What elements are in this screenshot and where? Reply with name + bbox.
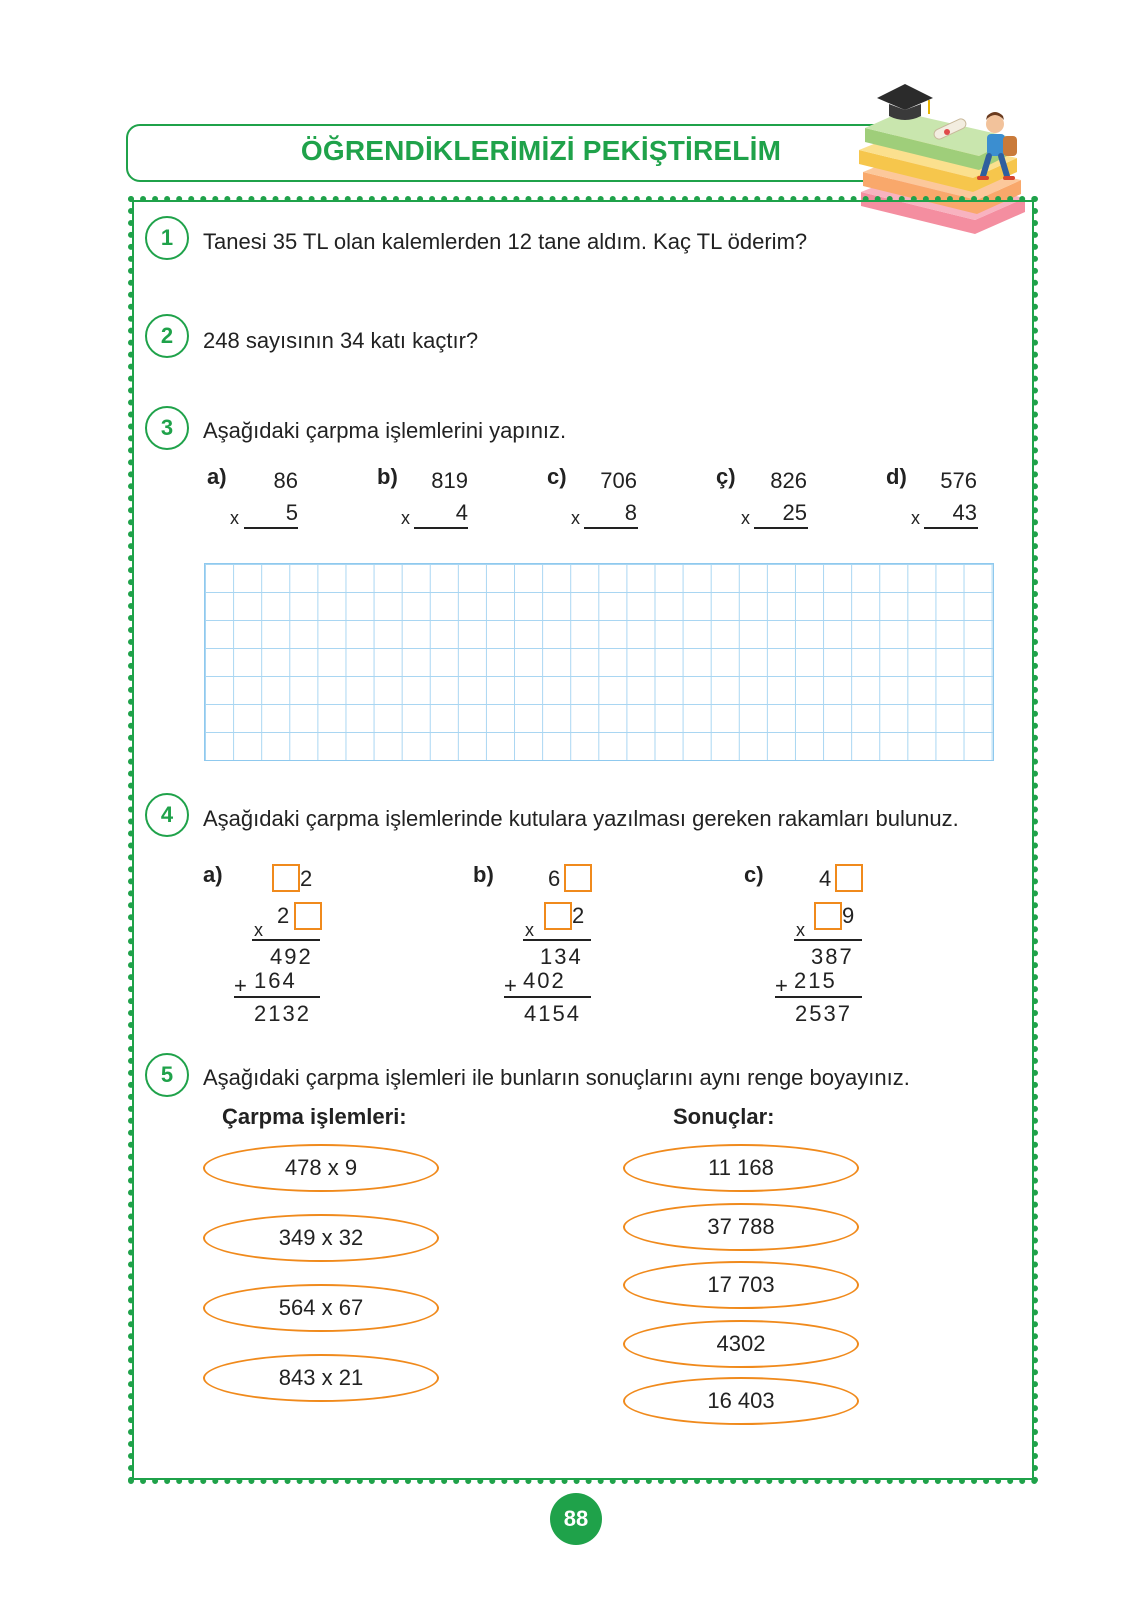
- operation-oval[interactable]: 564 x 67: [203, 1284, 439, 1332]
- operation-result: 2537: [795, 1001, 852, 1026]
- partial-product-2: 164: [254, 968, 297, 993]
- work-grid[interactable]: [204, 563, 994, 761]
- question-number-5: 5: [145, 1053, 189, 1097]
- answer-box[interactable]: [294, 902, 322, 930]
- operation-line: [924, 527, 978, 529]
- operation-top-number: 819: [431, 468, 468, 493]
- question-number-1: 1: [145, 216, 189, 260]
- operation-oval[interactable]: 843 x 21: [203, 1354, 439, 1402]
- operations-heading: Çarpma işlemleri:: [222, 1104, 407, 1129]
- known-digit: 2: [300, 866, 315, 891]
- answer-box[interactable]: [814, 902, 842, 930]
- plus-sign: +: [504, 973, 517, 998]
- multiply-sign: x: [796, 920, 805, 940]
- result-oval[interactable]: 11 168: [623, 1144, 859, 1192]
- multiply-sign: x: [571, 508, 580, 528]
- operation-label: c): [547, 464, 567, 489]
- operation-label: d): [886, 464, 907, 489]
- partial-product-1: 492: [270, 944, 313, 969]
- multiply-sign: x: [230, 508, 239, 528]
- operation-bottom-number: 5: [285, 500, 298, 525]
- operation-top-number: 86: [273, 468, 298, 493]
- answer-box[interactable]: [272, 864, 300, 892]
- graduation-cap-icon: [877, 84, 933, 120]
- answer-box[interactable]: [564, 864, 592, 892]
- partial-product-2: 402: [523, 968, 566, 993]
- question-3-text: Aşağıdaki çarpma işlemlerini yapınız.: [203, 418, 567, 443]
- operation-bottom-number: 4: [455, 500, 468, 525]
- operation-top-number: 706: [600, 468, 637, 493]
- partial-product-1: 387: [811, 944, 854, 969]
- operation-line: [775, 996, 862, 998]
- question-number-2: 2: [145, 314, 189, 358]
- result-oval[interactable]: 17 703: [623, 1261, 859, 1309]
- plus-sign: +: [775, 973, 788, 998]
- operation-oval[interactable]: 478 x 9: [203, 1144, 439, 1192]
- operation-label: a): [207, 464, 227, 489]
- operation-line: [504, 996, 591, 998]
- operation-line: [584, 527, 638, 529]
- known-digit: 2: [277, 903, 292, 928]
- result-oval[interactable]: 37 788: [623, 1203, 859, 1251]
- question-number-4: 4: [145, 793, 189, 837]
- partial-product-1: 134: [540, 944, 583, 969]
- operation-top-number: 826: [770, 468, 807, 493]
- operation-label: b): [473, 862, 494, 887]
- page-title: ÖĞRENDİKLERİMİZİ PEKİŞTİRELİM: [300, 135, 782, 166]
- operation-line: [414, 527, 468, 529]
- question-number-3: 3: [145, 406, 189, 450]
- multiply-sign: x: [525, 920, 534, 940]
- operation-line: [794, 939, 862, 941]
- operation-top-number: 576: [940, 468, 977, 493]
- operation-line: [523, 939, 591, 941]
- result-oval[interactable]: 4302: [623, 1320, 859, 1368]
- page-number: 88: [550, 1493, 602, 1545]
- operation-result: 4154: [524, 1001, 581, 1026]
- question-5-text: Aşağıdaki çarpma işlemleri ile bunların sonuçlarını aynı renge boyayınız.: [203, 1065, 910, 1090]
- operation-result: 2132: [254, 1001, 311, 1026]
- answer-box[interactable]: [835, 864, 863, 892]
- multiply-sign: x: [741, 508, 750, 528]
- known-digit: 9: [842, 903, 857, 928]
- multiply-sign: x: [401, 508, 410, 528]
- question-2-text: 248 sayısının 34 katı kaçtır?: [203, 328, 479, 353]
- operation-line: [252, 939, 320, 941]
- operation-line: [754, 527, 808, 529]
- operation-label: ç): [716, 464, 736, 489]
- operation-bottom-number: 43: [952, 500, 977, 525]
- operation-label: c): [744, 862, 764, 887]
- operation-line: [234, 996, 320, 998]
- results-heading: Sonuçlar:: [673, 1104, 775, 1129]
- plus-sign: +: [234, 973, 247, 998]
- question-1-text: Tanesi 35 TL olan kalemlerden 12 tane aldım. Kaç TL öderim?: [203, 229, 808, 254]
- operation-oval[interactable]: 349 x 32: [203, 1214, 439, 1262]
- partial-product-2: 215: [794, 968, 837, 993]
- known-digit: 6: [548, 866, 563, 891]
- known-digit: 4: [819, 866, 834, 891]
- operation-line: [244, 527, 298, 529]
- multiply-sign: x: [254, 920, 263, 940]
- known-digit: 2: [572, 903, 587, 928]
- operation-label: b): [377, 464, 398, 489]
- answer-box[interactable]: [544, 902, 572, 930]
- operation-bottom-number: 25: [782, 500, 807, 525]
- operation-bottom-number: 8: [624, 500, 637, 525]
- operation-label: a): [203, 862, 223, 887]
- multiply-sign: x: [911, 508, 920, 528]
- question-4-text: Aşağıdaki çarpma işlemlerinde kutulara yazılması gereken rakamları bulunuz.: [203, 806, 959, 831]
- result-oval[interactable]: 16 403: [623, 1377, 859, 1425]
